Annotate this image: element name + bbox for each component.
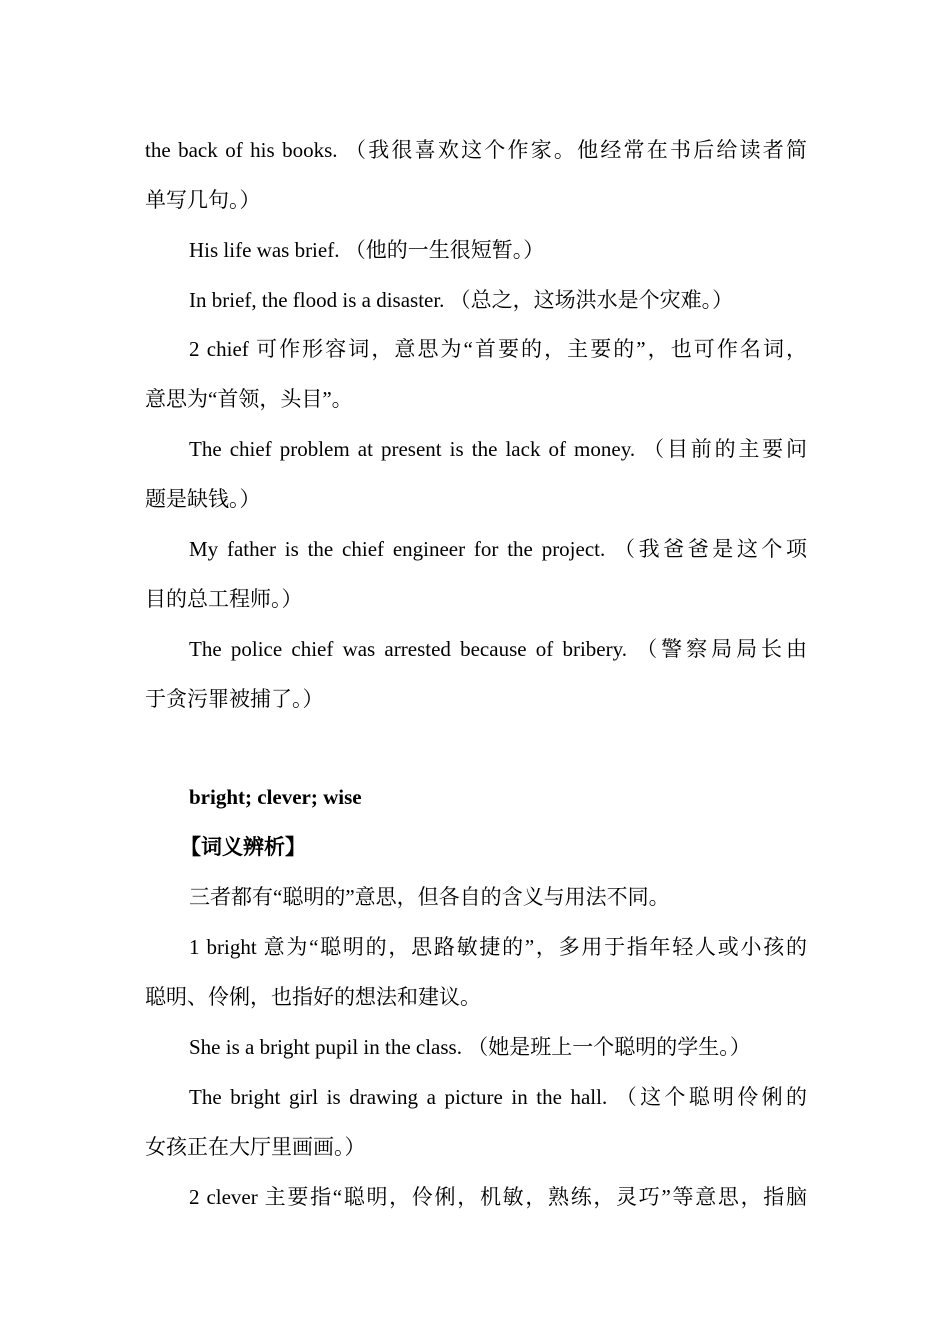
text-line: 三者都有“聪明的”意思，但各自的含义与用法不同。 <box>189 885 670 909</box>
section-subheading: 【词义辨析】 <box>180 835 306 859</box>
text-line: 2 clever 主要指“聪明，伶俐，机敏，熟练，灵巧”等意思，指脑 <box>189 1185 807 1209</box>
text-line: 题是缺钱。） <box>145 487 261 511</box>
example-sentence: The bright girl is drawing a picture in the hall. （这个聪明伶俐的 <box>189 1085 807 1109</box>
example-sentence: She is a bright pupil in the class. （她是班上一个聪明的学生。） <box>189 1035 751 1059</box>
example-sentence: The police chief was arrested because of bribery. （警察局局长由 <box>189 637 807 661</box>
example-sentence: My father is the chief engineer for the project. （我爸爸是这个项 <box>189 537 807 561</box>
text-line: 于贪污罪被捕了。） <box>145 687 324 711</box>
text-line: 2 chief 可作形容词，意思为“首要的，主要的”，也可作名词， <box>189 337 807 361</box>
example-sentence: In brief, the flood is a disaster. （总之，这场洪水是个灾难。） <box>189 288 734 312</box>
text-line: 1 bright 意为“聪明的，思路敏捷的”，多用于指年轻人或小孩的 <box>189 935 807 959</box>
section-heading: bright; clever; wise <box>189 785 362 809</box>
text-line: 意思为“首领，头目”。 <box>145 387 353 411</box>
example-sentence: His life was brief. （他的一生很短暂。） <box>189 238 545 262</box>
example-sentence: The chief problem at present is the lack of money. （目前的主要问 <box>189 437 807 461</box>
text-line: 女孩正在大厅里画画。） <box>145 1135 366 1159</box>
text-line: 单写几句。） <box>145 188 261 212</box>
text-line: 聪明、伶俐，也指好的想法和建议。 <box>145 985 481 1009</box>
text-line: the back of his books. （我很喜欢这个作家。他经常在书后给读者简 <box>145 138 807 162</box>
text-line: 目的总工程师。） <box>145 587 303 611</box>
